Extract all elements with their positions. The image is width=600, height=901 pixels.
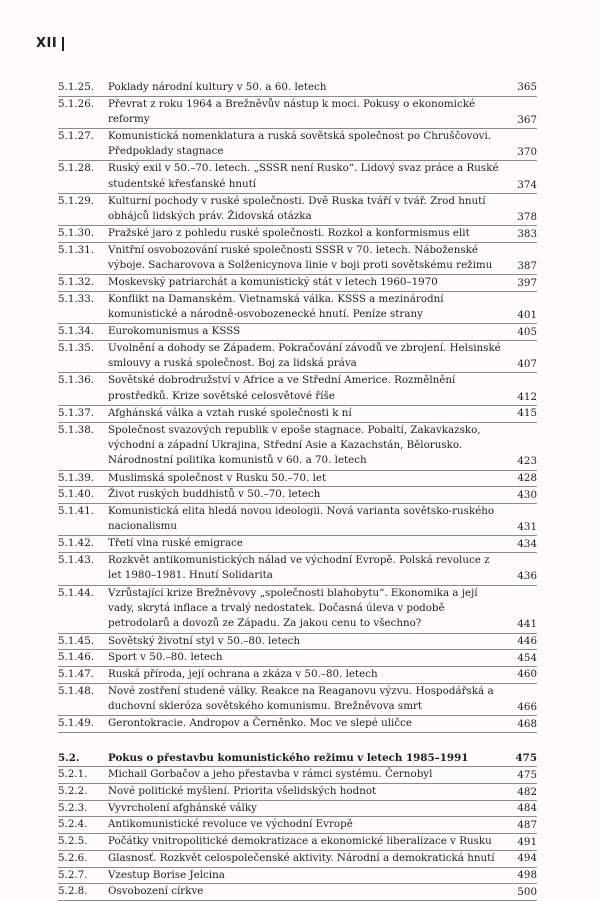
toc-entry[interactable] (58, 834, 537, 851)
toc-entry[interactable] (58, 80, 537, 97)
toc-entry-title: Rozkvět antikomunistických nálad ve východní Evropě. Polská revoluce z let 1980–1981. Hnutí Solidarita (108, 554, 490, 582)
toc-entry[interactable] (58, 161, 537, 193)
toc-entry-number: 5.1.25. (58, 81, 95, 93)
toc-entry-title: Pražské jaro z pohledu ruské společnosti. Rozkol a konformismus elit (108, 227, 470, 240)
toc-entry-number: 5.1.47. (58, 667, 95, 680)
toc-entry-page: 397 (517, 276, 537, 289)
toc-entry-title: Antikomunistické revoluce ve východní Evropě (108, 818, 353, 831)
toc-entry-number: 5.1.37. (58, 406, 95, 419)
toc-entry-number: 5.1.31. (58, 243, 95, 256)
toc-entry-title: Konflikt na Damanském. Vietnamská válka. KSSS a mezinárodní komunistické a národně-osvobozenecké hnutí. Peníze strany (108, 293, 444, 321)
toc-entry-page: 383 (517, 227, 537, 240)
toc-entry-number: 5.1.48. (58, 684, 95, 697)
toc-entry[interactable] (58, 667, 537, 684)
toc-entry[interactable] (58, 341, 537, 373)
toc-entry-title: Sovětské dobrodružství v Africe a ve Střední Americe. Rozmělnění prostředků. Krize sovětské celosvětové říše (108, 374, 456, 402)
toc-entry-title: Michail Gorbačov a jeho přestavba v rámci systému. Černobyl (108, 768, 433, 781)
header-divider (62, 37, 64, 51)
toc-entry-number: 5.1.29. (58, 194, 95, 207)
toc-entry-title: Třetí vlna ruské emigrace (108, 537, 243, 550)
toc-entry[interactable] (58, 767, 537, 784)
toc-entry[interactable] (58, 97, 537, 129)
toc-entry-number: 5.1.34. (58, 325, 95, 338)
toc-entry-title: Ruský exil v 50.–70. letech. „SSSR není Rusko“. Lidový svaz práce a Ruské studentské křesťanské hnutí (108, 162, 499, 190)
toc-entry-number: 5.1.44. (58, 586, 95, 599)
page-header (36, 36, 64, 51)
toc-entry-title: Komunistická elita hledá novou ideologii. Nová varianta sovětsko-ruského nacionalismu (108, 505, 495, 533)
toc-entry-number: 5.1.46. (58, 651, 95, 664)
toc-entry-title: Muslimská společnost v Rusku 50.–70. let (108, 471, 327, 484)
toc-entry[interactable] (58, 275, 537, 292)
toc-entry[interactable] (58, 194, 537, 226)
page-number-label: XII (36, 36, 58, 51)
toc-entry-page: 401 (517, 309, 537, 322)
toc-entry[interactable] (58, 324, 537, 341)
toc-entry[interactable] (58, 868, 537, 885)
toc-entry-page: 431 (517, 521, 537, 534)
toc-entry-page: 387 (517, 260, 537, 273)
toc-entry[interactable] (58, 406, 537, 423)
toc-entry-title: Kulturní pochody v ruské společnosti. Dvě Ruska tváří v tvář. Zrod hnutí obhájců lidských práv. Židovská otázka (108, 194, 486, 223)
toc-entry-number: 5.1.35. (58, 342, 95, 355)
toc-entry-title: Převrat z roku 1964 a Brežněvův nástup k moci. Pokusy o ekonomické reformy (108, 97, 476, 125)
toc-entry-number: 5.1.42. (58, 537, 95, 550)
toc-entry[interactable] (58, 884, 537, 901)
toc-entry-title: Vyvrcholení afghánské války (108, 801, 257, 814)
toc-entry-page: 434 (517, 537, 537, 550)
toc-entry-page: 491 (517, 835, 537, 848)
toc-entry-title: Počátky vnitropolitické demokratizace a ekonomické liberalizace v Rusku (108, 835, 492, 848)
toc-entry-page: 441 (517, 618, 537, 631)
toc-entry-title: Ruská příroda, její ochrana a zkáza v 50.–80. letech (108, 667, 378, 680)
toc-entry-page: 365 (517, 81, 537, 94)
toc-entry-title: Sport v 50.–80. letech (108, 651, 223, 664)
toc-entry-number: 5.2.8. (58, 885, 88, 898)
toc-entry-title: Komunistická nomenklatura a ruská sovětská společnost po Chruščovovi. Předpoklady stagnace (108, 130, 492, 158)
toc-entry[interactable] (58, 226, 537, 243)
toc-entry-page: 374 (517, 178, 537, 191)
toc-entry[interactable] (58, 504, 537, 536)
toc-entry[interactable] (58, 784, 537, 801)
toc-entry-number: 5.1.45. (58, 634, 95, 647)
toc-entry[interactable] (58, 487, 537, 504)
toc-entry-page: 428 (517, 472, 537, 485)
toc-entry-title: Glasnosť. Rozkvět celospolečenské aktivity. Národní a demokratická hnutí (108, 851, 495, 864)
toc-entry[interactable] (58, 851, 537, 868)
toc-entry-page: 407 (517, 358, 537, 371)
toc-entry-page: 487 (517, 818, 537, 831)
toc-entry-number: 5.1.26. (58, 97, 95, 110)
toc-entry-page: 454 (517, 651, 537, 664)
toc-entry-page: 482 (517, 785, 537, 798)
toc-entry-number: 5.2.7. (58, 868, 88, 881)
toc-entry-page: 378 (517, 211, 537, 224)
toc-entry-page: 436 (517, 570, 537, 583)
toc-entry-page: 415 (517, 407, 537, 420)
toc-entry-title: Moskevský patriarchát a komunistický stát v letech 1960–1970 (108, 276, 438, 289)
toc-entry-number: 5.1.41. (58, 505, 95, 518)
toc-entry-number: 5.1.30. (58, 227, 95, 240)
toc-entry-number: 5.1.40. (58, 488, 95, 501)
toc-entry[interactable] (58, 292, 537, 324)
toc-entry-page: 460 (517, 668, 537, 681)
toc-entry-title: Afghánská válka a vztah ruské společnosti k ní (108, 406, 352, 419)
toc-entry-number: 5.2. (58, 751, 80, 764)
toc-entry-title: Uvolnění a dohody se Západem. Pokračování závodů ve zbrojení. Helsinské smlouvy a ruská společnost. Boj za lidská práva (108, 342, 501, 370)
toc-entry-number: 5.1.32. (58, 276, 95, 289)
toc-entry[interactable] (58, 716, 537, 733)
toc-entry-number: 5.1.36. (58, 374, 95, 387)
toc-entry-number: 5.1.28. (58, 162, 95, 175)
toc-entry[interactable] (58, 817, 537, 834)
toc-entry-page: 475 (517, 768, 537, 781)
toc-entry-page: 500 (517, 885, 537, 898)
toc-entry-title: Nové politické myšlení. Priorita všelidských hodnot (108, 785, 377, 798)
toc-entry-page: 405 (517, 325, 537, 338)
section-gap (58, 733, 537, 751)
toc-entry-title: Gerontokracie. Andropov a Černěnko. Moc ve slepé uličce (108, 717, 412, 730)
toc-entry-title: Vnitřní osvobozování ruské společnosti SSSR v 70. letech. Náboženské výboje. Sacharovova a Solženicynova linie v boji proti sovětskému režimu (108, 243, 493, 272)
toc-entry-number: 5.2.2. (58, 785, 88, 798)
toc-entry-title: Život ruských buddhistů v 50.–70. letech (108, 488, 321, 501)
toc-entry-page: 494 (517, 852, 537, 865)
toc-entry[interactable] (58, 553, 537, 585)
toc-entry-page: 412 (517, 390, 537, 403)
toc-entry-number: 5.1.38. (58, 423, 95, 436)
toc-entry-title: Osvobození církve (108, 885, 204, 898)
table-of-contents (58, 80, 537, 901)
toc-entry[interactable] (58, 243, 537, 275)
toc-entry-title: Poklady národní kultury v 50. a 60. letech (108, 81, 327, 93)
toc-entry-page: 475 (515, 752, 537, 765)
toc-entry-page: 468 (517, 717, 537, 730)
toc-entry-page: 423 (517, 455, 537, 468)
toc-entry-title: Pokus o přestavbu komunistického režimu v letech 1985–1991 (108, 751, 469, 764)
toc-entry-title: Společnost svazových republik v epoše stagnace. Pobaltí, Zakavkazsko, východní a západní Ukrajina, Střední Asie a Kazachstán, Bělorusko. Národnostní politika komunistů v 60. a 70. letech (108, 423, 481, 466)
toc-entry-title: Vzestup Borise Jelcina (108, 868, 225, 881)
toc-entry[interactable] (58, 650, 537, 667)
toc-entry[interactable] (58, 684, 537, 716)
toc-entry-title: Sovětský životní styl v 50.–80. letech (108, 634, 301, 647)
toc-entry-page: 446 (517, 635, 537, 648)
toc-entry-page: 498 (517, 869, 537, 882)
toc-entry-page: 370 (517, 146, 537, 159)
toc-entry-number: 5.2.4. (58, 818, 88, 831)
toc-entry-number: 5.1.27. (58, 130, 95, 143)
toc-entry[interactable] (58, 801, 537, 818)
toc-entry-page: 484 (517, 802, 537, 815)
toc-entry[interactable] (58, 586, 537, 634)
toc-section-entry[interactable] (58, 751, 537, 768)
toc-entry[interactable] (58, 373, 537, 405)
toc-entry-page: 367 (517, 113, 537, 126)
toc-entry-number: 5.2.3. (58, 801, 88, 814)
toc-entry-number: 5.2.6. (58, 851, 88, 864)
toc-entry-page: 466 (517, 700, 537, 713)
toc-entry-title: Eurokomunismus a KSSS (108, 325, 241, 338)
toc-entry[interactable] (58, 471, 537, 488)
toc-entry-number: 5.1.43. (58, 554, 95, 567)
toc-entry-number: 5.2.5. (58, 835, 88, 848)
toc-entry[interactable] (58, 536, 537, 553)
toc-entry-title: Vzrůstající krize Brežněvovy „společnosti blahobytu“. Ekonomika a její vady, skrytá inflace a trvalý nedostatek. Dočasná úleva v podobě petrodolarů a dovozů ze Západu. Za jakou cenu to všechno? (108, 586, 478, 629)
toc-entry-number: 5.1.49. (58, 717, 95, 730)
toc-entry-number: 5.1.33. (58, 293, 95, 306)
toc-entry-title: Nové zostření studené války. Reakce na Reaganovu výzvu. Hospodářská a duchovní skleróza sovětského komunismu. Brežněvova smrt (108, 684, 494, 712)
toc-entry-number: 5.2.1. (58, 768, 88, 781)
toc-entry[interactable] (58, 129, 537, 161)
toc-entry-number: 5.1.39. (58, 471, 95, 484)
toc-entry[interactable] (58, 423, 537, 471)
toc-entry-page: 430 (517, 488, 537, 501)
toc-entry[interactable] (58, 634, 537, 651)
